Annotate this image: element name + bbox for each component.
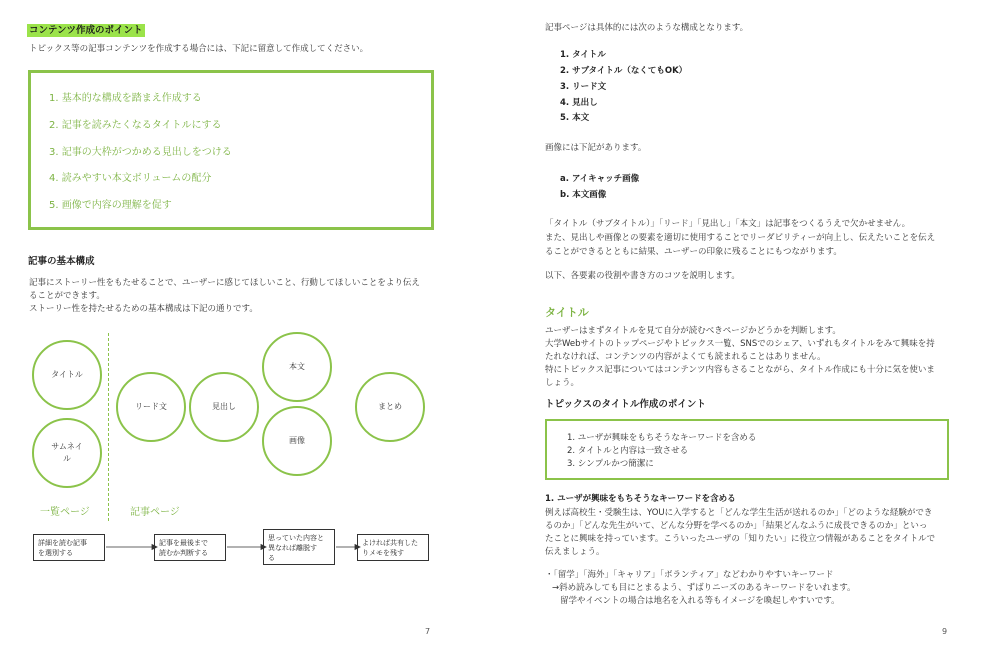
page-number: 7 <box>425 627 431 636</box>
flow-text: 記事を最後まで <box>159 539 208 547</box>
circle-label-line: サムネイ <box>51 442 83 451</box>
right-page <box>500 0 1000 651</box>
circle-label: タイトル <box>51 370 83 379</box>
topics-item: 3. シンプルかつ簡潔に <box>567 459 654 469</box>
arrow-head <box>152 545 157 550</box>
sub-para-line: 伝えましょう。 <box>545 547 605 557</box>
label-article-page: 記事ページ <box>130 507 180 518</box>
title-para-line: たれなければ、コンテンツの内容がよくても読まれることはありません。 <box>545 352 826 362</box>
image-item: b. 本文画像 <box>560 190 607 200</box>
structure-intro: 記事ページは具体的には次のような構成となります。 <box>545 23 749 33</box>
topics-heading: トピックスのタイトル作成のポイント <box>545 399 706 410</box>
flow-text: 読むか判断する <box>159 549 208 557</box>
structure-line: ることができます。 <box>29 291 105 301</box>
title-para-line: 特にトピックス記事についてはコンテンツ内容もさることながら、タイトル作成にも十分に気を使いま <box>545 365 935 375</box>
circle-label: リード文 <box>135 402 167 411</box>
para-line: また、見出しや画像との要素を適切に使用することでリーダビリティーが向上し、伝えたいことを伝え <box>545 233 936 243</box>
para-line: 「タイトル（サブタイトル）」「リード」「見出し」「本文」は記事をつくるうえで欠かせません。 <box>545 219 911 229</box>
bullet-line: →斜め読みしても目にとまるよう、ずばりニーズのあるキーワードをいれます。 <box>552 583 856 593</box>
flow-text: 異なれば離脱す <box>268 544 317 552</box>
point-item: 1. 基本的な構成を踏まえ作成する <box>49 93 202 104</box>
topics-item: 1. ユーザが興味をもちそうなキーワードを含める <box>567 433 757 443</box>
flow-text: 思っていた内容と <box>268 534 324 542</box>
circle-label: まとめ <box>378 402 402 411</box>
flow-text: 詳細を読む記事 <box>38 539 87 547</box>
sub-para-line: 例えば高校生・受験生は、YOUに入学すると「どんな学生生活が送れるのか」「どのような経験ができ <box>545 508 933 518</box>
label-list-page: 一覧ページ <box>40 507 90 518</box>
structure-item: 1. タイトル <box>560 50 606 60</box>
circle-label: 見出し <box>212 402 236 411</box>
topics-box <box>545 419 949 480</box>
flow-text: る <box>268 554 275 562</box>
intro-text: トピックス等の記事コンテンツを作成する場合には、下記に留意して作成してください。 <box>29 44 369 54</box>
para-line: ることができるとともに結果、ユーザーの印象に残ることにもつながります。 <box>545 247 842 257</box>
images-intro: 画像には下記があります。 <box>545 143 647 153</box>
para-line: 以下、各要素の役割や書き方のコツを説明します。 <box>545 271 740 281</box>
point-item: 3. 記事の大枠がつかめる見出しをつける <box>49 147 232 158</box>
flow-text: りメモを残す <box>362 549 404 557</box>
circle-label: 本文 <box>289 362 305 371</box>
image-item: a. アイキャッチ画像 <box>560 174 640 184</box>
bullet-line: 留学やイベントの場合は地名を入れる等もイメージを喚起しやすいです。 <box>560 596 840 606</box>
title-para-line: しょう。 <box>545 378 580 388</box>
structure-item: 4. 見出し <box>560 98 598 108</box>
arrow-head <box>261 545 266 550</box>
left-page <box>0 0 470 651</box>
flow-arrows <box>0 0 470 651</box>
flow-text: を選別する <box>38 549 73 557</box>
sub-para-line: たことに興味を持っています。こういったユーザの「知りたい」に役立つ情報があることをタイトルで <box>545 534 936 544</box>
sub-para-line: るのか」「どんな先生がいて、どんな分野を学べるのか」「結果どんなふうに成長できるのか」といっ <box>545 521 928 531</box>
arrow-head <box>355 545 360 550</box>
structure-item: 2. サブタイトル（なくてもOK） <box>560 66 688 76</box>
structure-item: 5. 本文 <box>560 113 590 123</box>
structure-line: 記事にストーリー性をもたせることで、ユーザーに感じてほしいこと、行動してほしいことをより伝え <box>29 278 420 288</box>
point-item: 2. 記事を読みたくなるタイトルにする <box>49 120 222 131</box>
title-para-line: 大学Webサイトのトップページやトピックス一覧、SNSでのシェア、いずれもタイトルをみて興味を持 <box>545 339 935 349</box>
structure-heading: 記事の基本構成 <box>28 256 95 267</box>
sub-heading: 1. ユーザが興味をもちそうなキーワードを含める <box>545 494 736 504</box>
bullet-line: ・「留学」「海外」「キャリア」「ボランティア」などわかりやすいキーワード <box>545 570 834 580</box>
point-item: 5. 画像で内容の理解を促す <box>49 200 172 211</box>
title-para-line: ユーザーはまずタイトルを見て自分が読むべきページかどうかを判断します。 <box>545 326 841 336</box>
structure-line: ストーリー性を持たせるための基本構成は下記の通りです。 <box>29 304 258 314</box>
section-title: コンテンツ作成のポイント <box>29 25 143 36</box>
circle-label-line: ル <box>62 454 71 463</box>
structure-item: 3. リード文 <box>560 82 607 92</box>
page-number: 9 <box>942 627 948 636</box>
point-item: 4. 読みやすい本文ボリュームの配分 <box>49 173 212 184</box>
flow-text: よければ共有した <box>362 539 418 547</box>
topics-item: 2. タイトルと内容は一致させる <box>567 446 689 456</box>
title-heading: タイトル <box>545 306 589 319</box>
circle-label: 画像 <box>289 436 305 445</box>
